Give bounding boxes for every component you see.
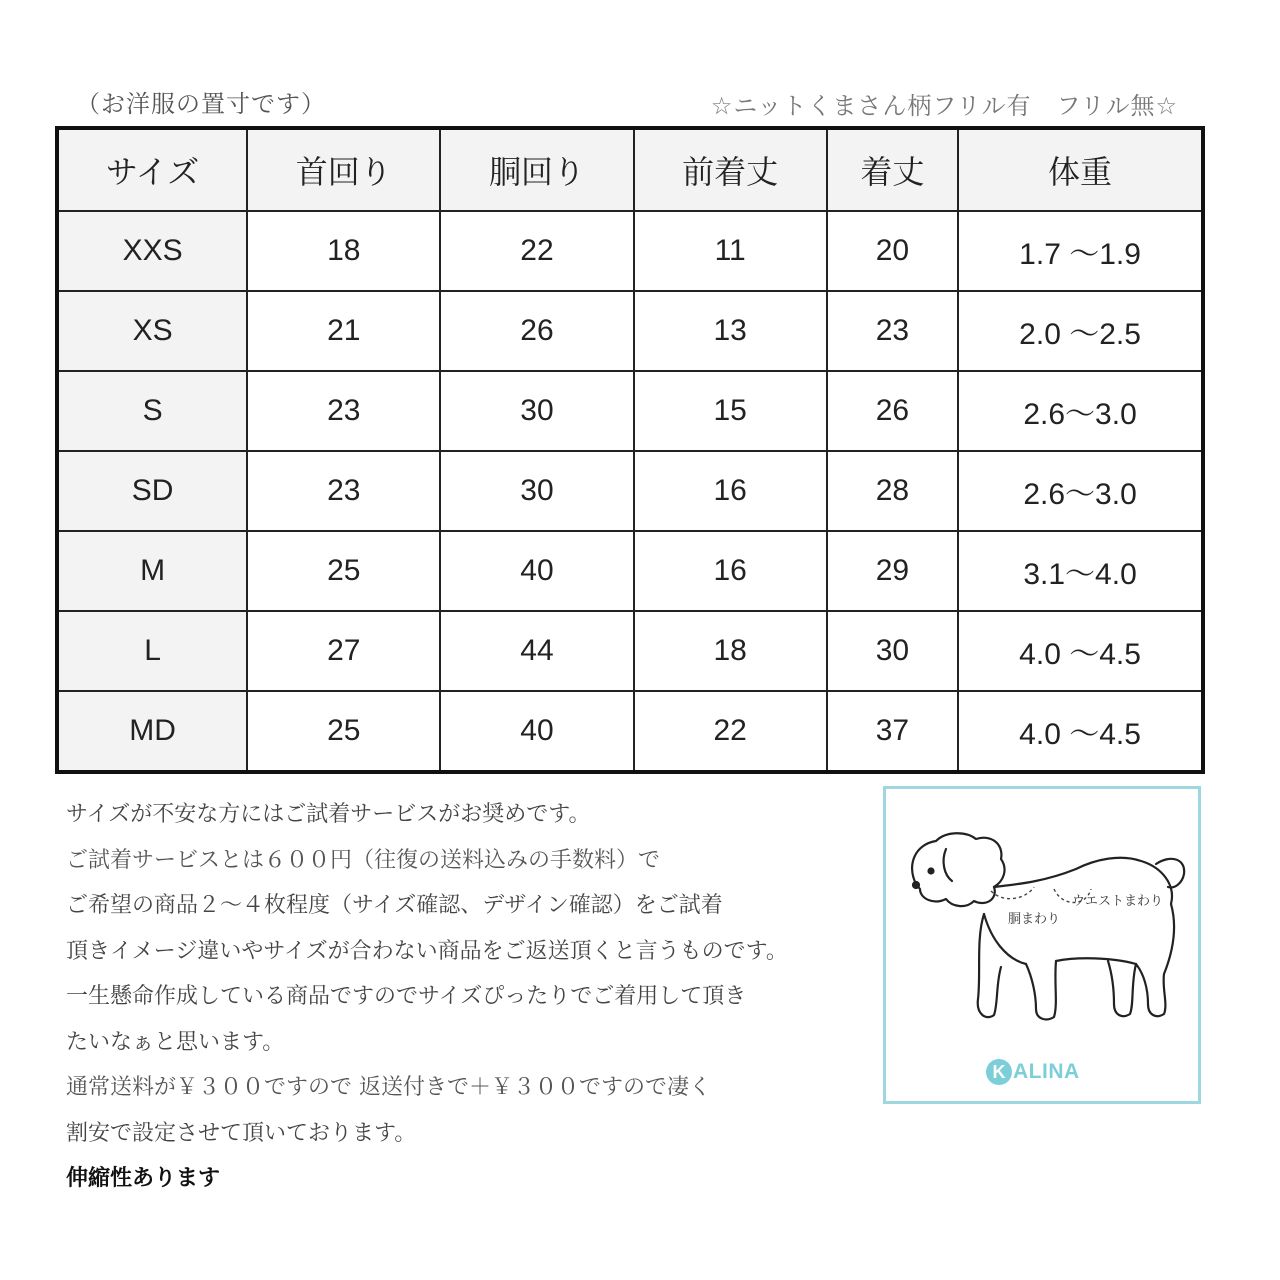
table-row bbox=[57, 291, 1203, 371]
cell-weight: 4.0 ～4.5 bbox=[958, 611, 1203, 691]
cell-length: 23 bbox=[827, 291, 958, 371]
cell-weight: 2.6～3.0 bbox=[958, 451, 1203, 531]
cell-size: XS bbox=[57, 291, 247, 371]
note-line: たいなぁと思います。 bbox=[66, 1029, 285, 1055]
note-line: 頂きイメージ違いやサイズが合わない商品をご返送頂くと言うものです。 bbox=[66, 938, 788, 964]
cell-length: 20 bbox=[827, 211, 958, 291]
cell-size: MD bbox=[57, 691, 247, 772]
table-row bbox=[57, 531, 1203, 611]
cell-length: 37 bbox=[827, 691, 958, 772]
table-row bbox=[57, 691, 1203, 772]
header-chest: 胴回り bbox=[440, 128, 633, 211]
cell-neck: 25 bbox=[247, 531, 440, 611]
note-line: 一生懸命作成している商品ですのでサイズぴったりでご着用して頂き bbox=[66, 984, 747, 1009]
cell-size: M bbox=[57, 531, 247, 611]
label-waist: ウエストまわり bbox=[1072, 894, 1164, 909]
cell-size: XXS bbox=[57, 211, 247, 291]
cell-length: 28 bbox=[827, 451, 958, 531]
cell-chest: 40 bbox=[440, 531, 633, 611]
note-line: 割安で設定させて頂いております。 bbox=[66, 1120, 417, 1146]
cell-front-length: 16 bbox=[634, 531, 827, 611]
cell-chest: 22 bbox=[440, 211, 633, 291]
cell-front-length: 15 bbox=[634, 371, 827, 451]
cell-size: S bbox=[57, 371, 247, 451]
cell-size: L bbox=[57, 611, 247, 691]
kalina-logo bbox=[986, 1059, 1080, 1085]
cell-length: 26 bbox=[827, 371, 958, 451]
note-line: 通常送料が￥３００ですので 返送付きで＋￥３００ですので凄く bbox=[66, 1075, 711, 1100]
dog-outline-icon bbox=[886, 789, 1198, 1101]
note-stretch: 伸縮性あります bbox=[66, 1166, 221, 1191]
cell-chest: 40 bbox=[440, 691, 633, 772]
cell-front-length: 16 bbox=[634, 451, 827, 531]
cell-neck: 23 bbox=[247, 451, 440, 531]
fitting-service-notes bbox=[66, 792, 866, 1202]
caption-measurement-note: （お洋服の置寸です） bbox=[76, 90, 326, 118]
cell-neck: 27 bbox=[247, 611, 440, 691]
cell-length: 29 bbox=[827, 531, 958, 611]
cell-neck: 25 bbox=[247, 691, 440, 772]
cell-chest: 30 bbox=[440, 451, 633, 531]
header-size: サイズ bbox=[57, 128, 247, 211]
caption-product-variant: ☆ニットくまさん柄フリル有 フリル無☆ bbox=[710, 92, 1178, 120]
header-weight: 体重 bbox=[958, 128, 1203, 211]
cell-weight: 3.1～4.0 bbox=[958, 531, 1203, 611]
table-header-row bbox=[57, 128, 1203, 211]
logo-k-icon: K bbox=[986, 1059, 1012, 1085]
cell-length: 30 bbox=[827, 611, 958, 691]
cell-neck: 18 bbox=[247, 211, 440, 291]
header-neck: 首回り bbox=[247, 128, 440, 211]
cell-chest: 26 bbox=[440, 291, 633, 371]
cell-neck: 23 bbox=[247, 371, 440, 451]
note-line: ご試着サービスとは６００円（往復の送料込みの手数料）で bbox=[66, 847, 661, 873]
label-chest: 胴まわり bbox=[1008, 912, 1061, 927]
cell-size: SD bbox=[57, 451, 247, 531]
size-table bbox=[55, 126, 1205, 774]
cell-chest: 44 bbox=[440, 611, 633, 691]
table-row bbox=[57, 611, 1203, 691]
cell-front-length: 13 bbox=[634, 291, 827, 371]
cell-weight: 2.6～3.0 bbox=[958, 371, 1203, 451]
note-line: ご希望の商品２～４枚程度（サイズ確認、デザイン確認）をご試着 bbox=[66, 893, 723, 918]
table-row bbox=[57, 371, 1203, 451]
cell-weight: 1.7 ～1.9 bbox=[958, 211, 1203, 291]
header-front-length: 前着丈 bbox=[634, 128, 827, 211]
cell-neck: 21 bbox=[247, 291, 440, 371]
cell-weight: 4.0 ～4.5 bbox=[958, 691, 1203, 772]
cell-chest: 30 bbox=[440, 371, 633, 451]
table-row bbox=[57, 451, 1203, 531]
note-line: サイズが不安な方にはご試着サービスがお奨めです。 bbox=[66, 802, 591, 827]
logo-text: ALINA bbox=[1013, 1060, 1080, 1083]
header-length: 着丈 bbox=[827, 128, 958, 211]
table-row bbox=[57, 211, 1203, 291]
cell-front-length: 22 bbox=[634, 691, 827, 772]
cell-front-length: 11 bbox=[634, 211, 827, 291]
cell-front-length: 18 bbox=[634, 611, 827, 691]
cell-weight: 2.0 ～2.5 bbox=[958, 291, 1203, 371]
dog-measurement-diagram bbox=[883, 786, 1201, 1104]
